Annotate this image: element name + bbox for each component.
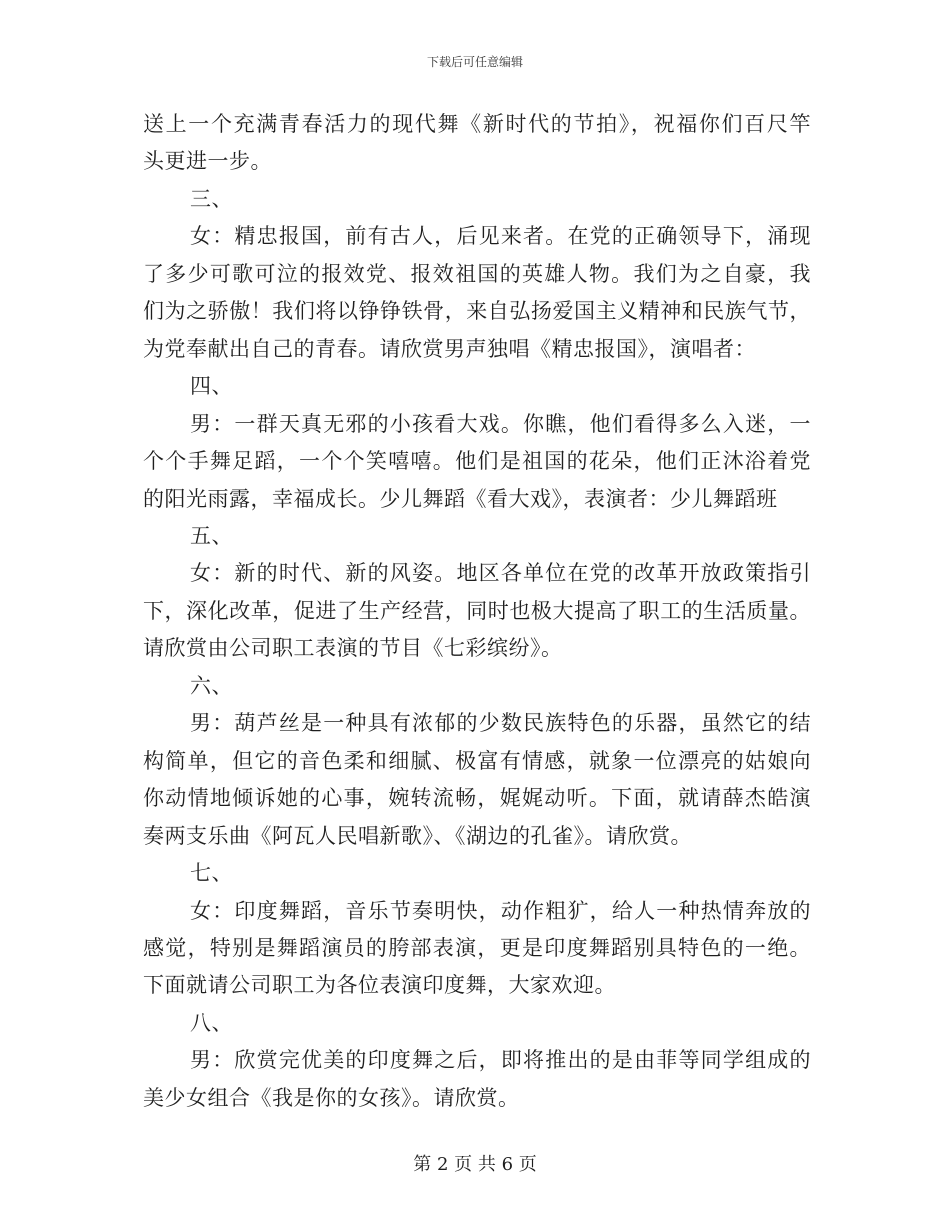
text-line: 的阳光雨露，幸福成长。少儿舞蹈《看大戏》，表演者：少儿舞蹈班 xyxy=(143,486,778,511)
section-heading: 三、 xyxy=(190,186,233,211)
text-line: 请欣赏由公司职工表演的节目《七彩缤纷》。 xyxy=(143,636,563,661)
section-heading: 七、 xyxy=(190,861,233,886)
text-line: 美少女组合《我是你的女孩》。请欣赏。 xyxy=(143,1085,520,1110)
text-line: 构简单，但它的音色柔和细腻、极富有情感，就象一位漂亮的姑娘向 xyxy=(143,748,811,773)
text-line: 女：精忠报国，前有古人，后见来者。在党的正确领导下，涌现 xyxy=(190,224,811,249)
document-body xyxy=(143,106,811,1117)
text-line: 你动情地倾诉她的心事，婉转流畅，娓娓动听。下面，就请薛杰皓演 xyxy=(143,786,811,811)
text-line: 男：欣赏完优美的印度舞之后，即将推出的是由菲等同学组成的 xyxy=(190,1048,811,1073)
text-line: 下，深化改革，促进了生产经营，同时也极大提高了职工的生活质量。 xyxy=(143,598,811,623)
section-heading: 四、 xyxy=(190,374,233,399)
text-line: 们为之骄傲！我们将以铮铮铁骨，来自弘扬爱国主义精神和民族气节， xyxy=(143,299,811,324)
text-line: 奏两支乐曲《阿瓦人民唱新歌》、《湖边的孔雀》。请欣赏。 xyxy=(143,823,692,848)
text-line: 女：印度舞蹈，音乐节奏明快，动作粗犷，给人一种热情奔放的 xyxy=(190,898,811,923)
text-line: 为党奉献出自己的青春。请欣赏男声独唱《精忠报国》，演唱者： xyxy=(143,336,756,361)
section-heading: 五、 xyxy=(190,523,233,548)
text-line: 感觉，特别是舞蹈演员的胯部表演，更是印度舞蹈别具特色的一绝。 xyxy=(143,935,811,960)
text-line: 下面就请公司职工为各位表演印度舞，大家欢迎。 xyxy=(143,973,616,998)
page-header: 下载后可任意编辑 xyxy=(426,55,523,69)
text-line: 个个手舞足蹈，一个个笑嘻嘻。他们是祖国的花朵，他们正沐浴着党 xyxy=(143,449,811,474)
page-number-footer: 第 2 页 共 6 页 xyxy=(413,1154,537,1175)
text-line: 了多少可歌可泣的报效党、报效祖国的英雄人物。我们为之自豪，我 xyxy=(143,261,811,286)
text-line: 男：一群天真无邪的小孩看大戏。你瞧，他们看得多么入迷，一 xyxy=(190,411,811,436)
section-heading: 八、 xyxy=(190,1010,233,1035)
section-heading: 六、 xyxy=(190,673,233,698)
text-line: 送上一个充满青春活力的现代舞《新时代的节拍》，祝福你们百尺竿 xyxy=(143,112,811,136)
text-line: 头更进一步。 xyxy=(143,149,272,174)
text-line: 男：葫芦丝是一种具有浓郁的少数民族特色的乐器，虽然它的结 xyxy=(190,711,811,736)
text-line: 女：新的时代、新的风姿。地区各单位在党的改革开放政策指引 xyxy=(190,561,811,586)
